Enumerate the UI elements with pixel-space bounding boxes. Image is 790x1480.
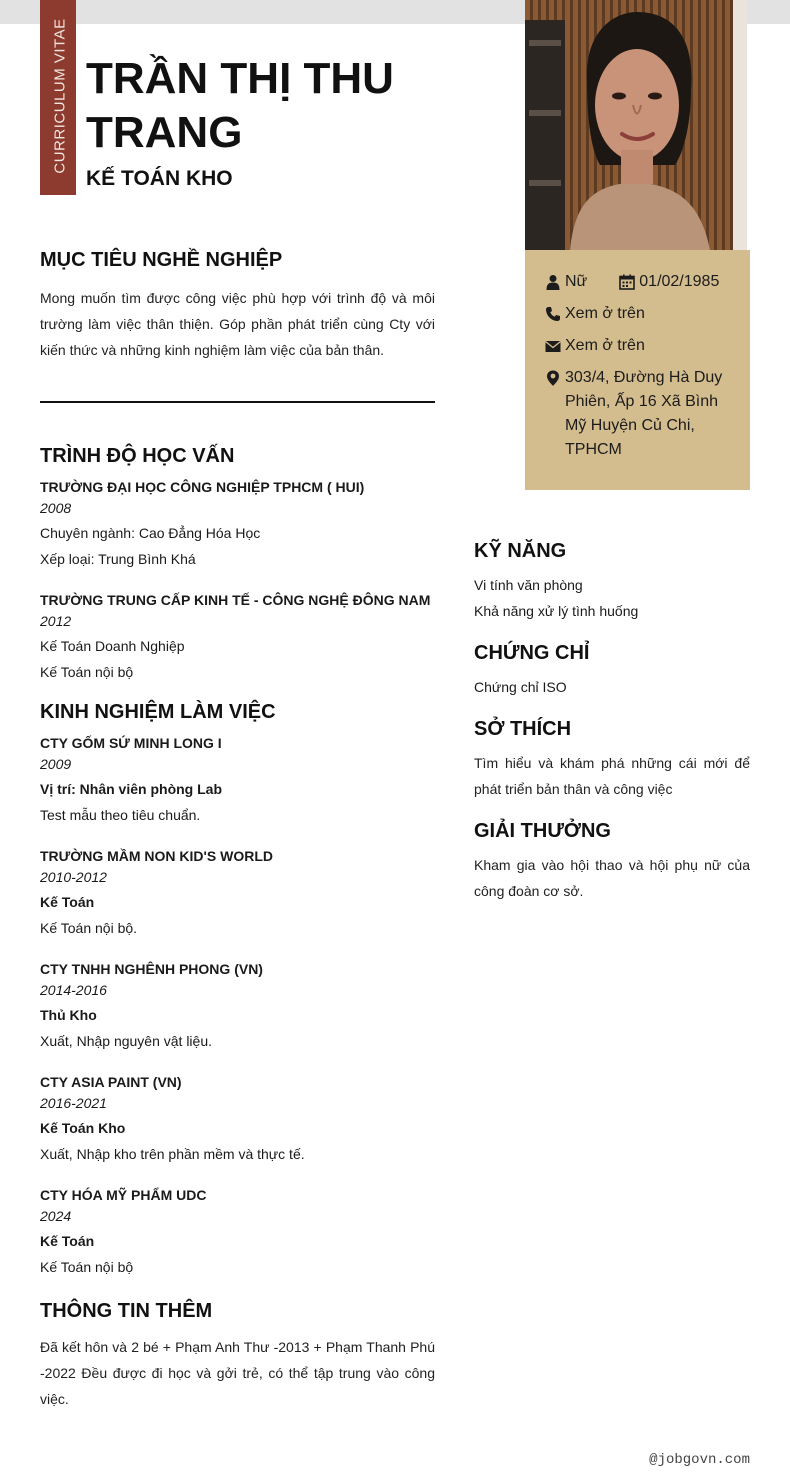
experience-years: 2024 — [40, 1208, 72, 1224]
experience-position: Kế Toán — [40, 1233, 95, 1249]
education-line: Chuyên ngành: Cao Đẳng Hóa Học — [40, 525, 261, 541]
job-title: KẾ TOÁN KHO — [86, 167, 233, 190]
experience-years: 2009 — [40, 756, 72, 772]
address-value: 303/4, Đường Hà Duy Phiên, Ấp 16 Xã Bình Mỹ Huyện Củ Chi, TPHCM — [565, 369, 723, 458]
skill-item: Vi tính văn phòng — [474, 577, 583, 593]
education-school: TRƯỜNG ĐẠI HỌC CÔNG NGHIỆP TPHCM ( HUI) — [40, 479, 365, 495]
contact-box — [525, 250, 750, 490]
objective-title: MỤC TIÊU NGHỀ NGHIỆP — [40, 249, 283, 271]
experience-company: CTY HÓA MỸ PHẨM UDC — [40, 1187, 207, 1203]
education-line: Kế Toán nội bộ — [40, 664, 134, 680]
contact-email — [545, 334, 732, 358]
phone-icon — [545, 306, 561, 322]
experience-desc: Test mẫu theo tiêu chuẩn. — [40, 807, 201, 823]
gender-value: Nữ — [565, 273, 588, 290]
experience-years: 2010-2012 — [40, 869, 107, 885]
education-line: Kế Toán Doanh Nghiệp — [40, 638, 185, 654]
education-section — [40, 443, 435, 685]
education-year: 2012 — [40, 613, 72, 629]
education-item — [40, 477, 435, 572]
email-value: Xem ở trên — [565, 337, 645, 354]
awards-text: Kham gia vào hội thao và hội phụ nữ của công đoàn cơ sở. — [474, 857, 750, 899]
experience-position: Kế Toán Kho — [40, 1120, 126, 1136]
contact-gender-birth — [545, 270, 732, 294]
experience-item — [40, 1185, 435, 1280]
education-year: 2008 — [40, 500, 72, 516]
experience-company: CTY GỐM SỨ MINH LONG I — [40, 735, 222, 751]
phone-value: Xem ở trên — [565, 305, 645, 322]
experience-desc: Kế Toán nội bộ — [40, 1259, 134, 1275]
vitae-label: CURRICULUM VITAE — [51, 18, 69, 174]
experience-company: CTY ASIA PAINT (VN) — [40, 1074, 182, 1090]
hobbies-section — [474, 716, 750, 802]
experience-years: 2014-2016 — [40, 982, 107, 998]
experience-item — [40, 733, 435, 828]
certificates-title: CHỨNG CHỈ — [474, 642, 590, 664]
hobbies-text: Tìm hiểu và khám phá những cái mới để phát triển bản thân và công việc — [474, 755, 750, 797]
calendar-icon — [619, 274, 635, 290]
experience-company: TRƯỜNG MẦM NON KID'S WORLD — [40, 848, 273, 864]
contact-address — [545, 366, 732, 462]
certificate-item: Chứng chỉ ISO — [474, 679, 567, 695]
left-column — [40, 247, 435, 1412]
experience-position: Vị trí: Nhân viên phòng Lab — [40, 781, 222, 797]
awards-section — [474, 818, 750, 904]
experience-item — [40, 846, 435, 941]
skills-title: KỸ NĂNG — [474, 540, 567, 562]
hobbies-title: SỞ THÍCH — [474, 718, 572, 740]
extra-info-section — [40, 1298, 435, 1412]
user-icon — [545, 274, 561, 290]
awards-title: GIẢI THƯỞNG — [474, 820, 611, 842]
experience-title: KINH NGHIỆM LÀM VIỆC — [40, 701, 276, 723]
footer-brand: @jobgovn.com — [649, 1452, 750, 1468]
experience-section — [40, 699, 435, 1280]
objective-section — [40, 247, 435, 363]
extra-info-title: THÔNG TIN THÊM — [40, 1300, 213, 1322]
experience-desc: Xuất, Nhập kho trên phần mềm và thực tế. — [40, 1146, 305, 1162]
objective-text: Mong muốn tìm được công việc phù hợp với trình độ và môi trường làm việc thân thiện. Góp phần phát triển cùng Cty với kiến thức và những kinh nghiệm làm việc của bản thân. — [40, 290, 435, 358]
experience-position: Kế Toán — [40, 894, 95, 910]
education-line: Xếp loại: Trung Bình Khá — [40, 551, 196, 567]
skill-item: Khả năng xử lý tình huống — [474, 603, 639, 619]
contact-phone — [545, 302, 732, 326]
education-item — [40, 590, 435, 685]
certificates-section — [474, 640, 750, 700]
experience-years: 2016-2021 — [40, 1095, 107, 1111]
birthdate-value: 01/02/1985 — [639, 273, 720, 290]
mail-icon — [545, 338, 561, 354]
experience-company: CTY TNHH NGHÊNH PHONG (VN) — [40, 961, 263, 977]
extra-info-text: Đã kết hôn và 2 bé + Phạm Anh Thư -2013 + Phạm Thanh Phú -2022 Đều được đi học và gởi trẻ, có thể tập trung vào công việc. — [40, 1339, 435, 1407]
section-divider — [40, 401, 435, 403]
profile-photo — [525, 0, 747, 250]
experience-item — [40, 959, 435, 1054]
experience-item — [40, 1072, 435, 1167]
experience-position: Thủ Kho — [40, 1007, 97, 1023]
education-school: TRƯỜNG TRUNG CẤP KINH TẾ - CÔNG NGHỆ ĐÔNG NAM — [40, 592, 431, 608]
location-pin-icon — [545, 370, 561, 386]
skills-section — [474, 538, 750, 624]
candidate-name: TRẦN THỊ THU TRANG — [86, 54, 394, 157]
right-column — [474, 538, 750, 904]
education-title: TRÌNH ĐỘ HỌC VẤN — [40, 445, 235, 467]
experience-desc: Kế Toán nội bộ. — [40, 920, 138, 936]
experience-desc: Xuất, Nhập nguyên vật liệu. — [40, 1033, 213, 1049]
